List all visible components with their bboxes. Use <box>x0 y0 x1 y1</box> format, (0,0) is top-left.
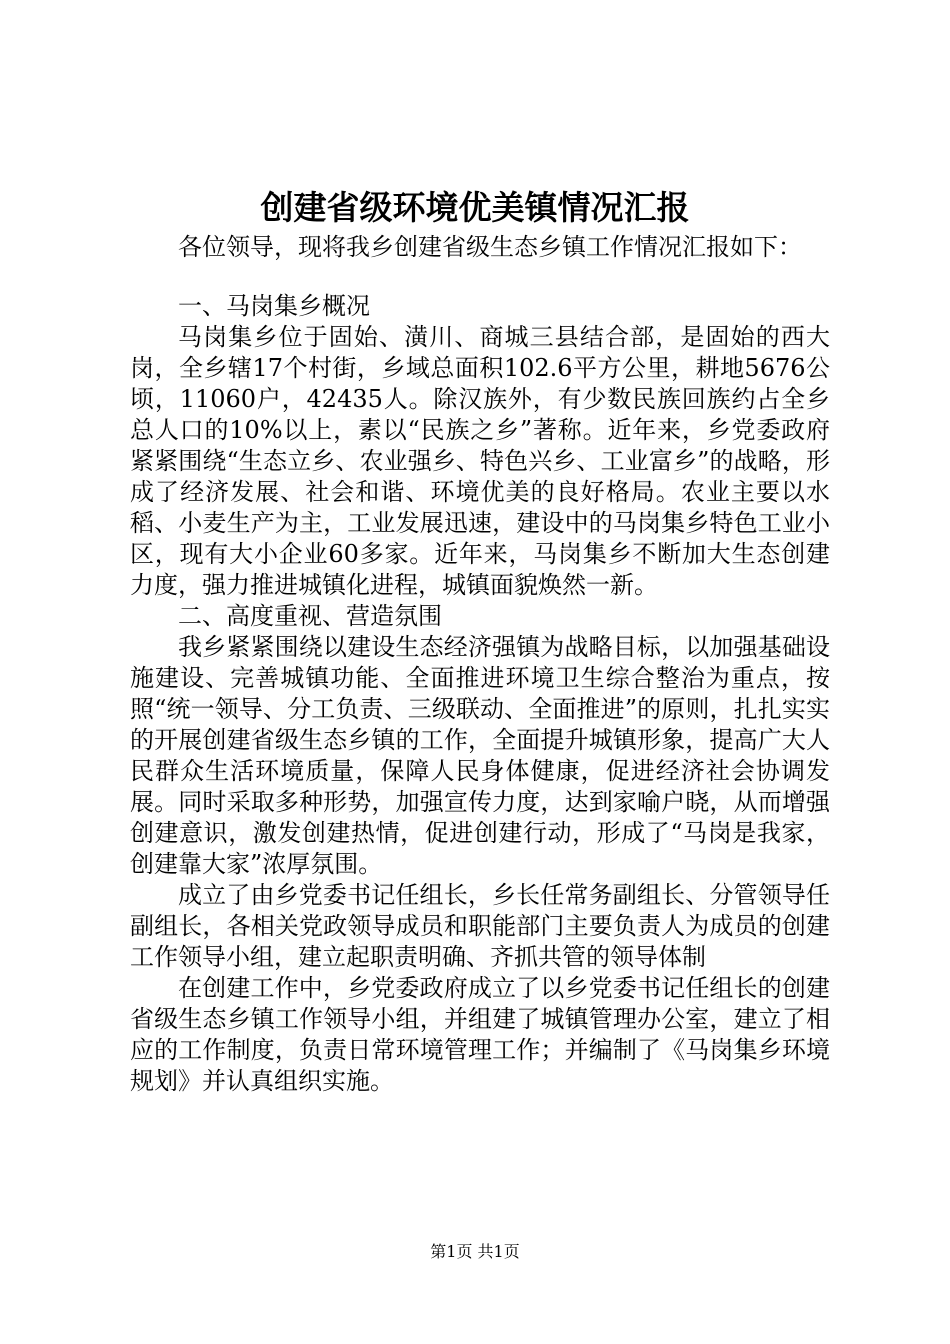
work-measures-paragraph: 在创建工作中，乡党委政府成立了以乡党委书记任组长的创建省级生态乡镇工作领导小组，并组建了城镇管理办公室，建立了相应的工作制度，负责日常环境管理工作；并编制了《马岗集乡环境规划》并认真组织实施。 <box>130 974 830 1095</box>
strategy-paragraph: 我乡紧紧围绕以建设生态经济强镇为战略目标，以加强基础设施建设、完善城镇功能、全面推进环境卫生综合整治为重点，按照“统一领导、分工负责、三级联动、全面推进”的原则，扎扎实实的开展创建省级生态乡镇的工作，全面提升城镇形象，提高广大人民群众生活环境质量，保障人民身体健康，促进经济社会协调发展。同时采取多种形势，加强宣传力度，达到家喻户晓，从而增强创建意识，激发创建热情，促进创建行动，形成了“马岗是我家，创建靠大家”浓厚氛围。 <box>130 633 830 878</box>
leadership-group-paragraph: 成立了由乡党委书记任组长，乡长任常务副组长、分管领导任副组长，各相关党政领导成员和职能部门主要负责人为成员的创建工作领导小组，建立起职责明确、齐抓共管的领导体制 <box>130 881 830 971</box>
section-heading-2: 二、高度重视、营造氛围 <box>178 602 442 630</box>
greeting-paragraph: 各位领导，现将我乡创建省级生态乡镇工作情况汇报如下： <box>178 233 802 261</box>
section-heading-1: 一、马岗集乡概况 <box>178 292 370 320</box>
document-body <box>130 232 830 1097</box>
page-number-footer: 第1页 共1页 <box>430 1242 520 1261</box>
overview-paragraph: 马岗集乡位于固始、潢川、商城三县结合部，是固始的西大岗，全乡辖17个村街，乡域总面积102.6平方公里，耕地5676公顷，11060户，42435人。除汉族外，有少数民族回族约占全乡总人口的10%以上，素以“民族之乡”著称。近年来，乡党委政府紧紧围绕“生态立乡、农业强乡、特色兴乡、工业富乡”的战略，形成了经济发展、社会和谐、环境优美的良好格局。农业主要以水稻、小麦生产为主，工业发展迅速，建设中的马岗集乡特色工业小区，现有大小企业60多家。近年来，马岗集乡不断加大生态创建力度，强力推进城镇化进程，城镇面貌焕然一新。 <box>130 323 830 599</box>
document-title: 创建省级环境优美镇情况汇报 <box>260 188 690 227</box>
